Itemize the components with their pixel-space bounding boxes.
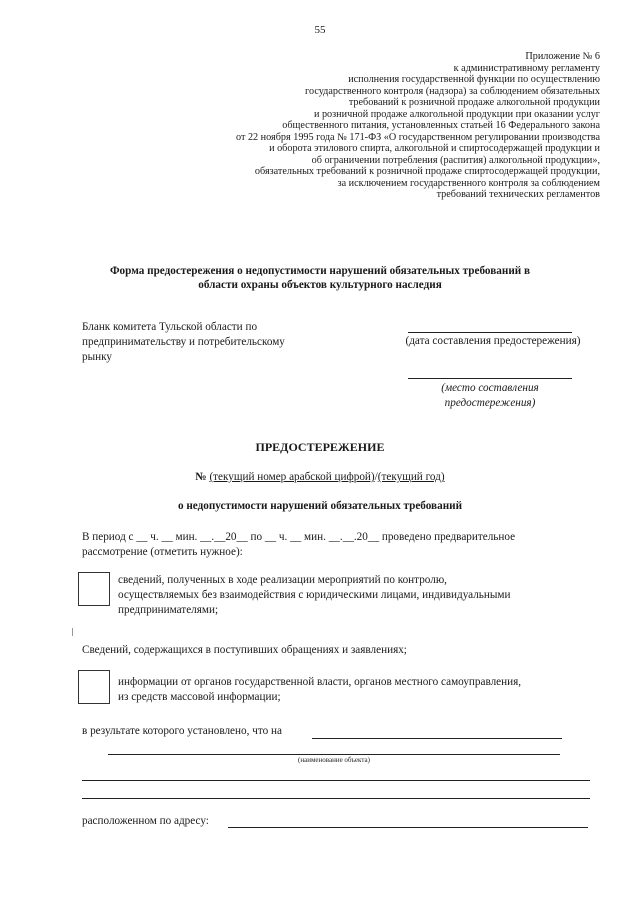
object-name-line[interactable] (108, 754, 560, 755)
appendix-line: и розничной продаже алкогольной продукции при оказании услуг (313, 108, 600, 120)
appendix-header (160, 51, 600, 201)
form-title-line: Форма предостережения о недопустимости нарушений обязательных требований в (109, 265, 531, 277)
appendix-line: государственного контроля (надзора) за соблюдением обязательных (305, 85, 600, 97)
appendix-line: обязательных требований к розничной продаже спиртосодержащей продукции, (254, 166, 600, 177)
appeals-option-text: Сведений, содержащихся в поступивших обращениях и заявлениях; (82, 644, 407, 656)
scan-mark (72, 628, 73, 636)
appendix-line: требований к розничной продаже алкогольной продукции (348, 97, 600, 108)
place-input-line[interactable] (408, 378, 572, 379)
option-authorities-checkbox[interactable] (78, 670, 110, 704)
appendix-line: за исключением государственного контроля за соблюдением (337, 177, 600, 189)
appendix-line: от 22 ноября 1995 года № 171-ФЗ «О государственном регулировании производства (235, 131, 600, 143)
option-line: информации от органов государственной власти, органов местного самоуправления, (118, 676, 522, 688)
page-number: 55 (314, 24, 326, 36)
blank-line: рынку (82, 351, 112, 363)
appendix-line: требований технических регламентов (436, 189, 600, 200)
number-sign: № (195, 471, 207, 483)
current-number-placeholder: (текущий номер арабской цифрой) (209, 471, 375, 483)
committee-blank (82, 320, 342, 365)
appendix-line: об ограничении потребления (распития) алкогольной продукции», (311, 154, 600, 166)
appendix-line: исполнения государственной функции по осуществлению (348, 74, 600, 85)
appendix-line: Приложение № 6 (525, 51, 600, 62)
period-line: В период с __ ч. __ мин. __.__20__ по __ ч. __ мин. __.__.20__ проведено предварительное (82, 531, 516, 543)
option-control-checkbox[interactable] (78, 572, 110, 606)
period-paragraph (82, 530, 592, 560)
address-input-line[interactable] (228, 827, 588, 828)
option-line: сведений, полученных в ходе реализации мероприятий по контролю, (118, 574, 447, 586)
appendix-line: к административному регламенту (453, 62, 600, 74)
blank-line: предпринимательству и потребительскому (82, 336, 285, 348)
date-input-line[interactable] (408, 332, 572, 333)
option-line: осуществляемых без взаимодействия с юридическими лицами, индивидуальными (118, 589, 511, 601)
document-heading: ПРЕДОСТЕРЕЖЕНИЕ (255, 440, 385, 454)
place-caption-line: предостережения) (444, 397, 536, 409)
place-caption-line: (место составления (441, 382, 539, 394)
address-label: расположенном по адресу: (82, 815, 209, 827)
number-separator: / (374, 471, 378, 483)
object-input-line[interactable] (312, 738, 562, 739)
form-title (60, 264, 580, 292)
appendix-line: общественного питания, установленных статьей 16 Федерального закона (282, 120, 600, 131)
blank-fill-line[interactable] (82, 780, 590, 781)
place-caption (408, 381, 572, 411)
form-title-line: области охраны объектов культурного наследия (198, 279, 442, 291)
date-caption: (дата составления предостережения) (405, 335, 581, 347)
option-line: предпринимателями; (118, 604, 219, 616)
number-line (0, 471, 640, 483)
option-authorities-text (118, 675, 588, 705)
blank-line: Бланк комитета Тульской области по (82, 321, 258, 333)
object-caption: (наименование объекта) (298, 756, 370, 764)
option-control-text (118, 573, 588, 618)
period-line: рассмотрение (отметить нужное): (82, 546, 243, 558)
subheading: о недопустимости нарушений обязательных требований (177, 500, 463, 512)
current-year-placeholder: (текущий год) (377, 471, 445, 483)
appendix-line: и оборота этилового спирта, алкогольной и спиртосодержащей продукции и (269, 143, 600, 154)
option-line: из средств массовой информации; (118, 691, 281, 703)
blank-fill-line[interactable] (82, 798, 590, 799)
result-text: в результате которого установлено, что на (82, 725, 282, 737)
